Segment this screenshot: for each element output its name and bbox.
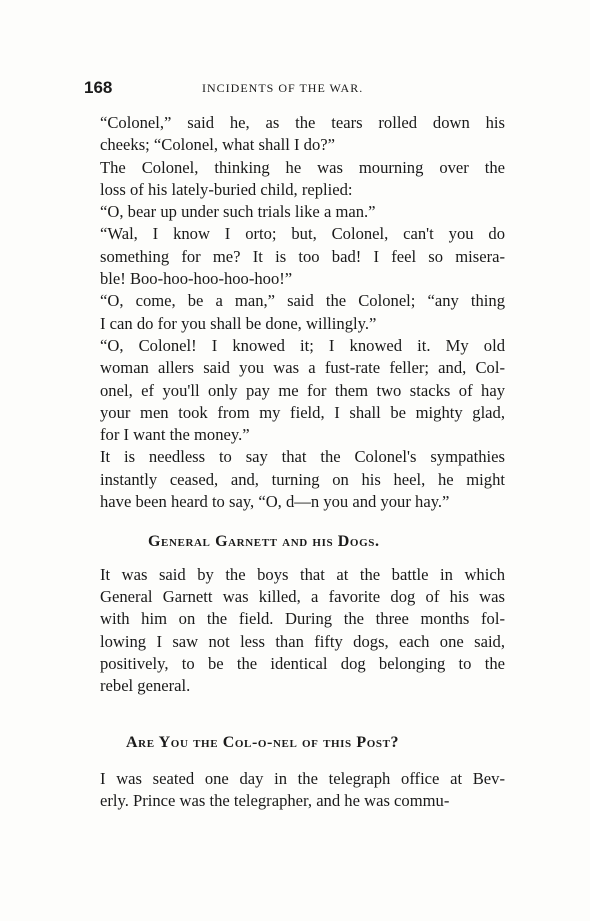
running-title: INCIDENTS OF THE WAR. bbox=[202, 81, 364, 95]
text-line: “O, Colonel! I knowed it; I knowed it. My old bbox=[100, 335, 505, 355]
paragraph bbox=[84, 446, 505, 513]
story-garnett-dogs bbox=[84, 564, 505, 698]
text-line: loss of his lately-buried child, replied: bbox=[100, 179, 353, 199]
text-line: something for me? It is too bad! I feel so misera- bbox=[100, 246, 505, 266]
text-line: your men took from my field, I shall be mighty glad, bbox=[100, 402, 505, 422]
page-number: 168 bbox=[84, 78, 113, 97]
text-line: I can do for you shall be done, willingly.” bbox=[100, 313, 377, 333]
text-line: ble! Boo-hoo-hoo-hoo-hoo!” bbox=[100, 269, 293, 289]
paragraph bbox=[84, 201, 505, 223]
paragraph bbox=[84, 157, 505, 202]
book-page bbox=[84, 74, 505, 812]
text-line: The Colonel, thinking he was mourning over the bbox=[100, 157, 505, 177]
paragraph bbox=[84, 335, 505, 446]
text-line: “O, come, be a man,” said the Colonel; “any thing bbox=[100, 291, 505, 311]
paragraph bbox=[84, 290, 505, 335]
text-line: woman allers said you was a fust-rate feller; and, Col- bbox=[100, 358, 505, 378]
text-line: instantly ceased, and, turning on his heel, he might bbox=[100, 469, 505, 489]
text-line: It was said by the boys that at the battle in which bbox=[100, 564, 505, 584]
paragraph bbox=[84, 768, 505, 813]
text-line: onel, ef you'll only pay me for them two stacks of hay bbox=[100, 380, 505, 400]
text-line: lowing I saw not less than fifty dogs, each one said, bbox=[100, 631, 505, 651]
story-colonel-hay bbox=[84, 112, 505, 513]
paragraph bbox=[84, 564, 505, 698]
paragraph bbox=[84, 112, 505, 157]
text-line: “O, bear up under such trials like a man.” bbox=[100, 202, 376, 222]
text-line: with him on the field. During the three months fol- bbox=[100, 609, 505, 629]
text-line: “Colonel,” said he, as the tears rolled down his bbox=[100, 113, 505, 132]
text-line: cheeks; “Colonel, what shall I do?” bbox=[100, 135, 336, 155]
text-line: I was seated one day in the telegraph office at Bev- bbox=[100, 768, 505, 788]
text-line: for I want the money.” bbox=[100, 425, 250, 445]
text-line: have been heard to say, “O, d—n you and your hay.” bbox=[100, 492, 450, 512]
section-heading-garnett-dogs: General Garnett and his Dogs. bbox=[148, 533, 380, 551]
story-colonel-of-post bbox=[84, 768, 505, 813]
page-header bbox=[84, 74, 505, 102]
text-line: rebel general. bbox=[100, 676, 191, 696]
section-heading-colonel-of-post: Are You the Col-o-nel of this Post? bbox=[126, 734, 400, 752]
text-line: It is needless to say that the Colonel's sympathies bbox=[100, 447, 505, 467]
text-line: “Wal, I know I orto; but, Colonel, can't you do bbox=[100, 224, 505, 244]
paragraph bbox=[84, 223, 505, 290]
text-line: erly. Prince was the telegrapher, and he was commu- bbox=[100, 791, 450, 811]
page-body bbox=[84, 112, 505, 812]
text-line: General Garnett was killed, a favorite dog of his was bbox=[100, 586, 505, 606]
text-line: positively, to be the identical dog belonging to the bbox=[100, 653, 505, 673]
